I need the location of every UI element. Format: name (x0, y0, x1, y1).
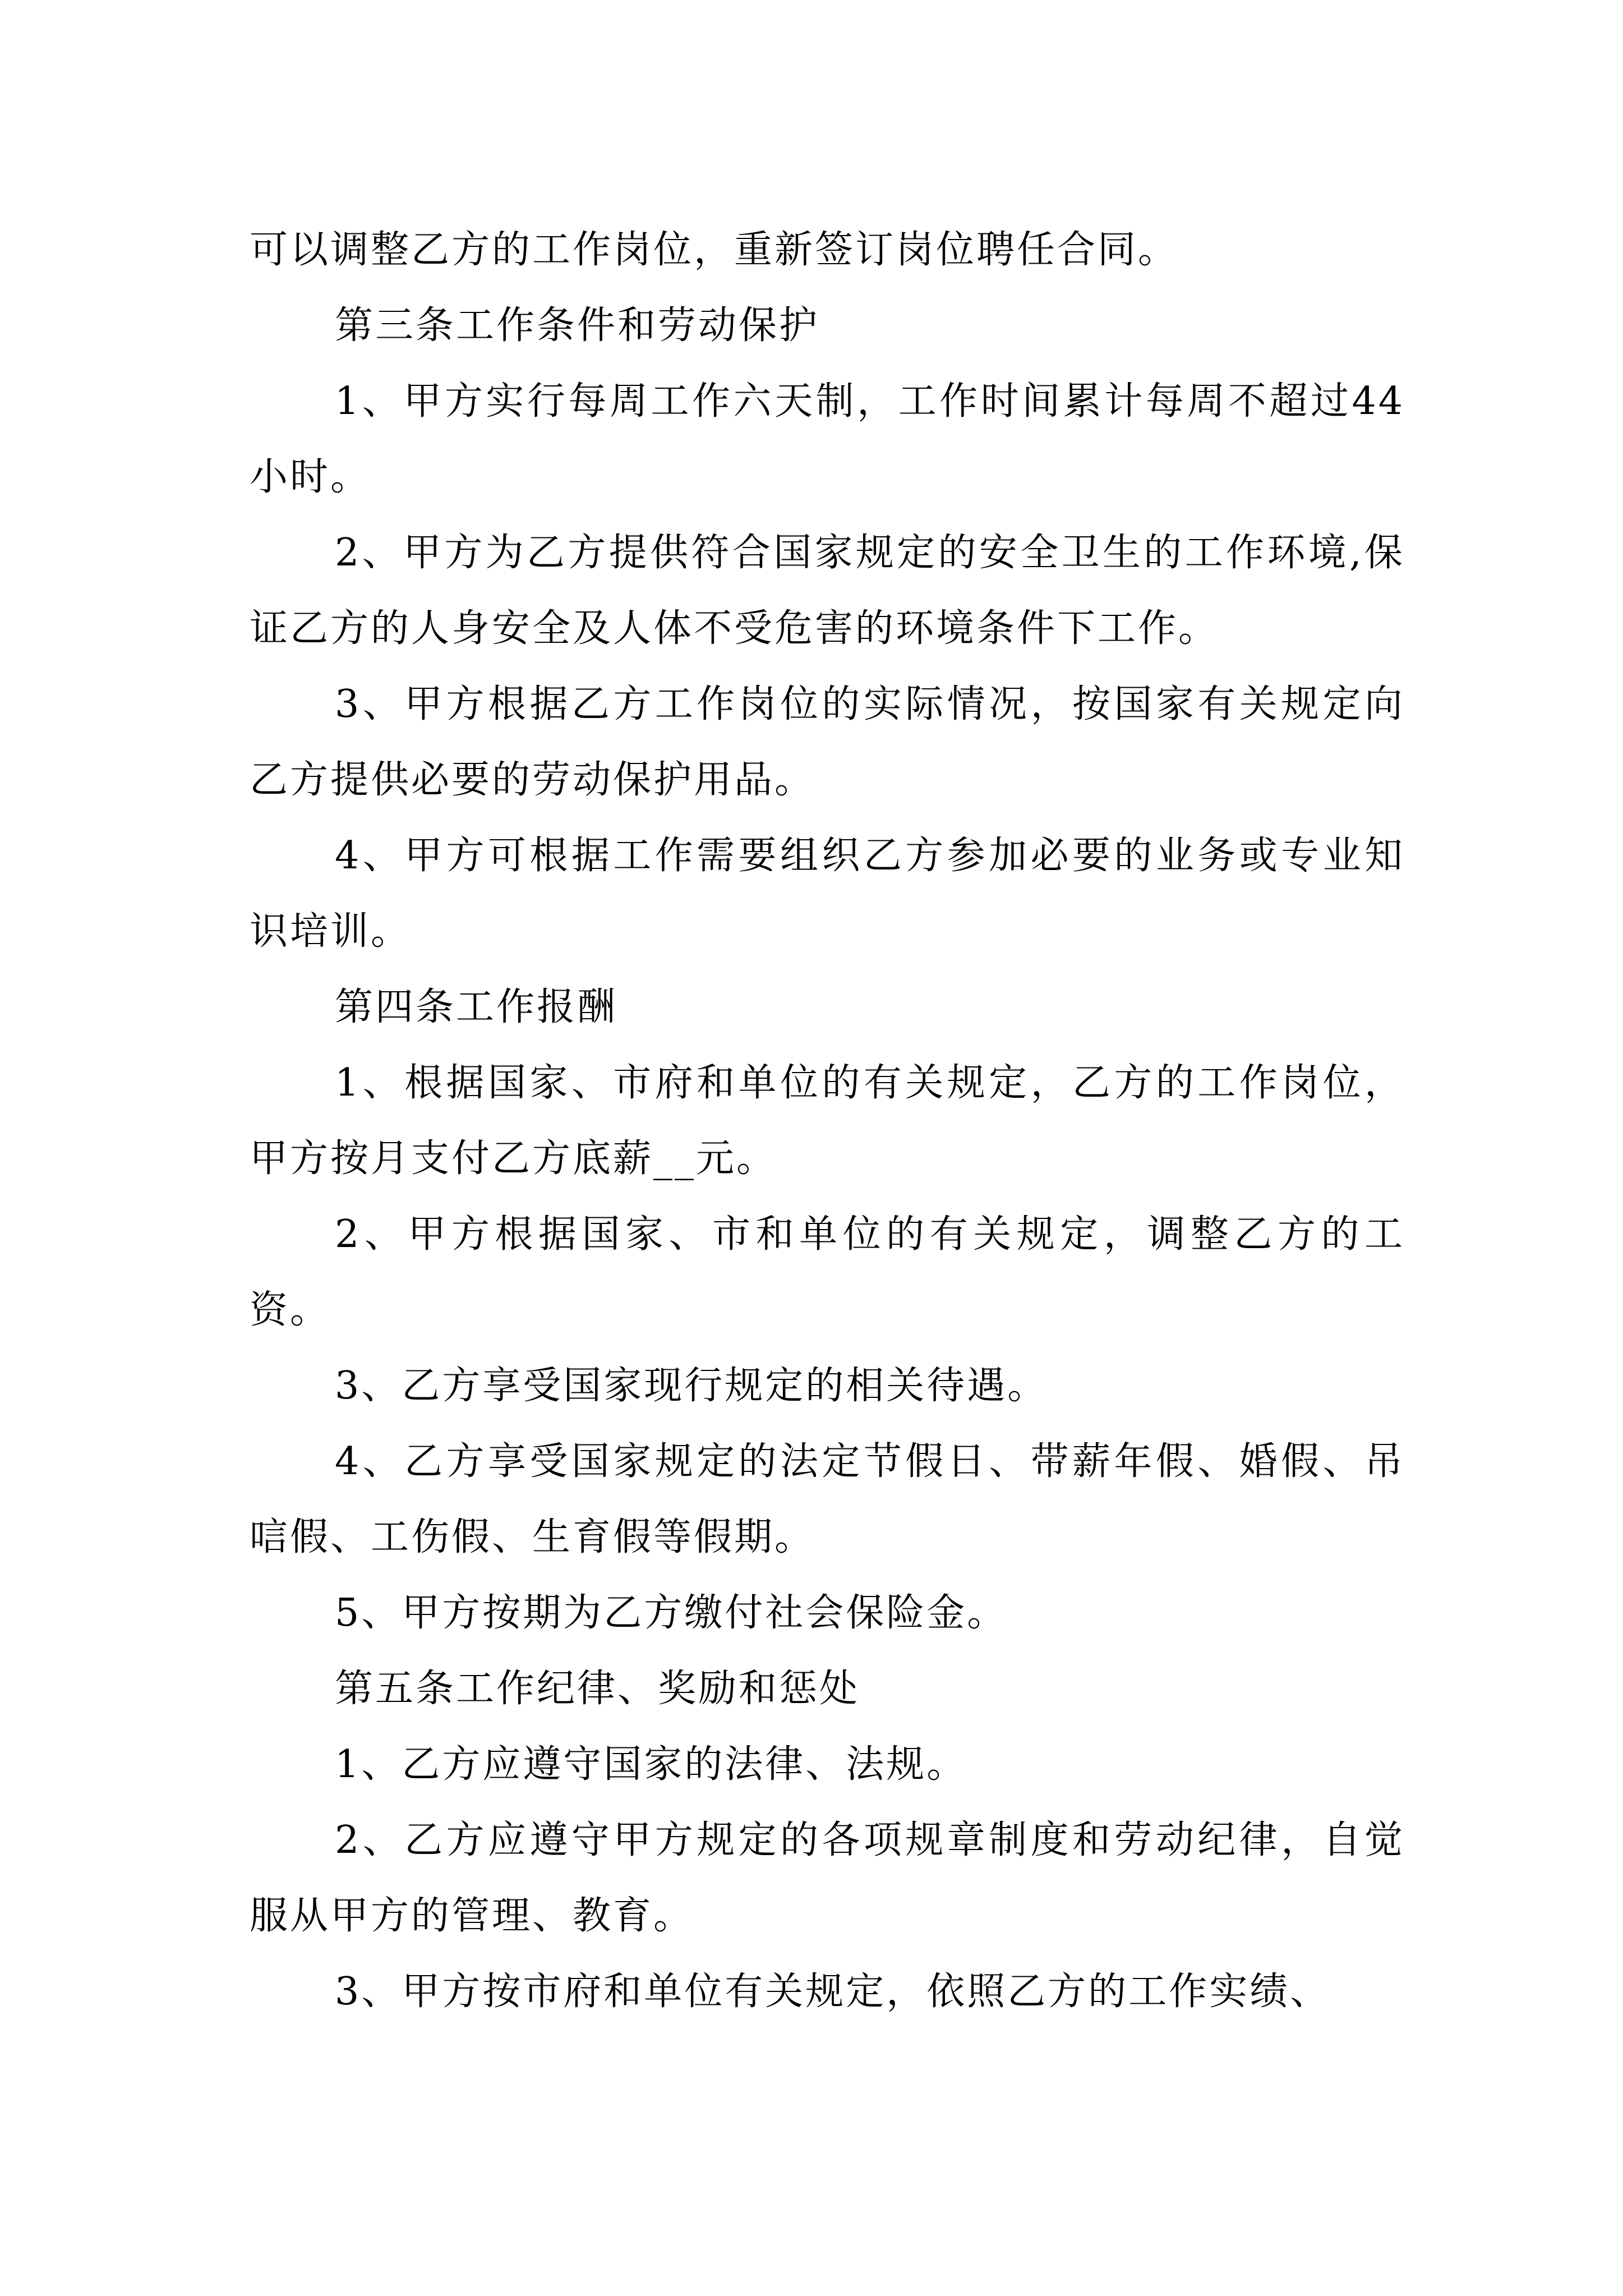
article-3-heading: 第三条工作条件和劳动保护 (335, 303, 820, 348)
article-5-clause-2: 2、乙方应遵守甲方规定的各项规章制度和劳动纪律，自觉服从甲方的管理、教育。 (250, 1818, 1405, 1938)
article-4-clause-2: 2、甲方根据国家、市和单位的有关规定，调整乙方的工资。 (250, 1212, 1405, 1332)
article-3-clause-2: 2、甲方为乙方提供符合国家规定的安全卫生的工作环境,保证乙方的人身安全及人体不受危害的环境条件下工作。 (250, 531, 1405, 651)
article-3-clause-1: 1、甲方实行每周工作六天制，工作时间累计每周不超过44小时。 (250, 379, 1405, 499)
article-5-heading: 第五条工作纪律、奖励和惩处 (335, 1667, 860, 1711)
paragraph-continuation: 可以调整乙方的工作岗位，重新签订岗位聘任合同。 (250, 228, 1179, 272)
article-5-clause-3: 3、甲方按市府和单位有关规定，依照乙方的工作实绩、 (335, 1970, 1331, 2014)
document-body (250, 212, 1405, 2030)
article-4-heading: 第四条工作报酬 (335, 985, 618, 1029)
article-4-clause-3: 3、乙方享受国家现行规定的相关待遇。 (335, 1364, 1048, 1408)
article-4-clause-1: 1、根据国家、市府和单位的有关规定，乙方的工作岗位，甲方按月支付乙方底薪__元。 (250, 1061, 1405, 1181)
article-3-clause-3: 3、甲方根据乙方工作岗位的实际情况，按国家有关规定向乙方提供必要的劳动保护用品。 (250, 682, 1405, 802)
article-4-clause-5: 5、甲方按期为乙方缴付社会保险金。 (335, 1591, 1008, 1635)
article-3-clause-4: 4、甲方可根据工作需要组织乙方参加必要的业务或专业知识培训。 (250, 834, 1405, 954)
article-4-clause-4: 4、乙方享受国家规定的法定节假日、带薪年假、婚假、吊唁假、工伤假、生育假等假期。 (250, 1439, 1405, 1559)
article-5-clause-1: 1、乙方应遵守国家的法律、法规。 (335, 1742, 967, 1787)
